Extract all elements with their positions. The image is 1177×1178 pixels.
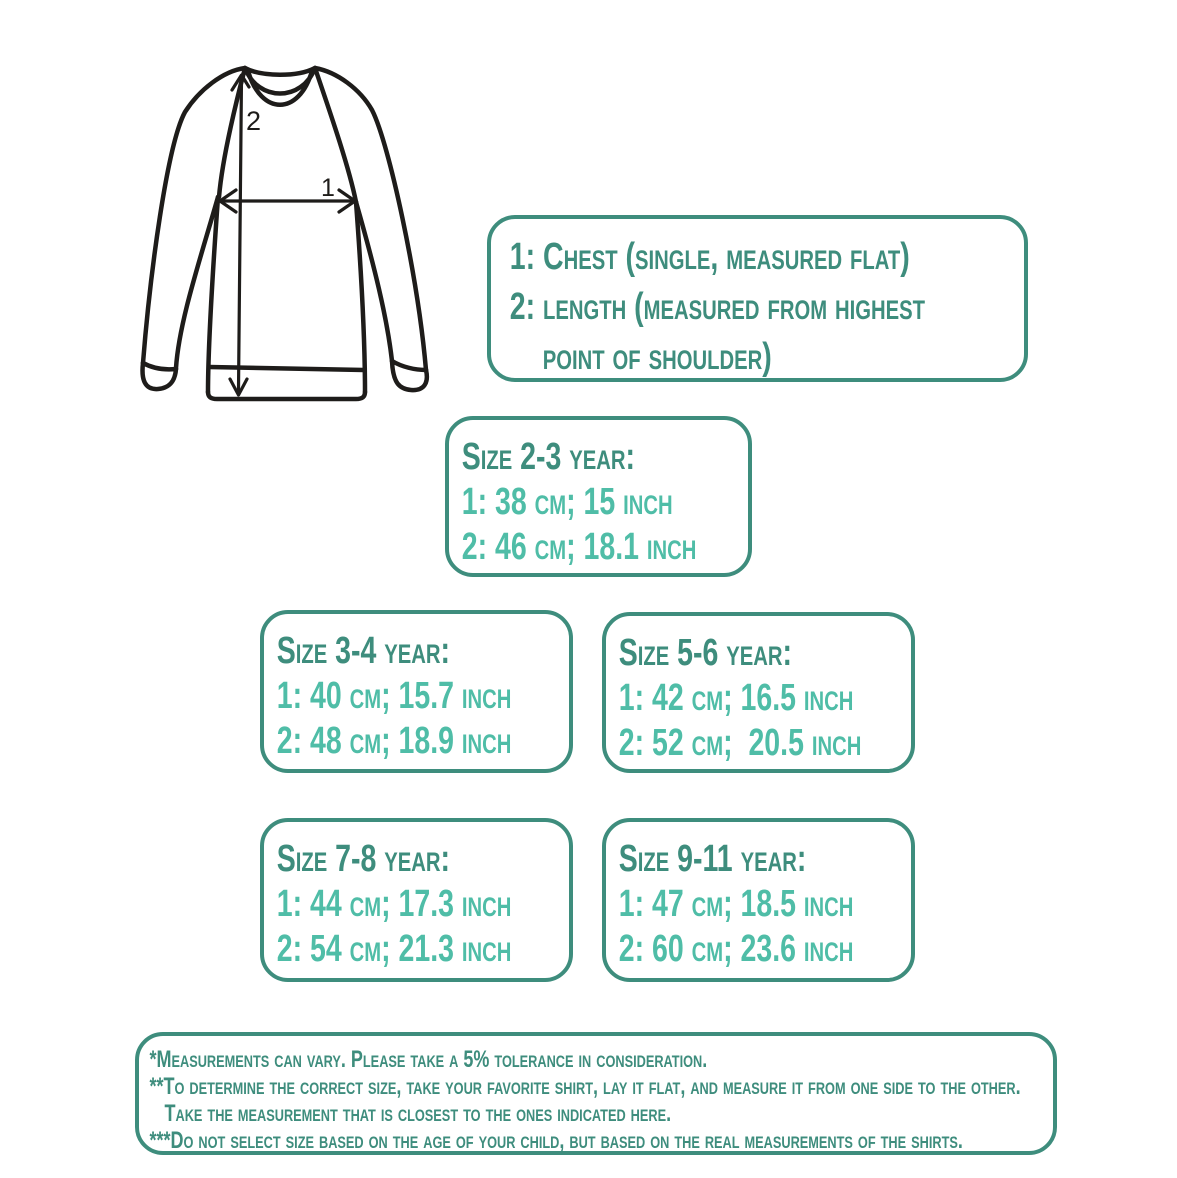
note-how-to-measure-continued: Take the measurement that is closest to the ones indicated here. [164, 1100, 672, 1127]
notes-box [135, 1032, 1057, 1155]
note-age-warning: ***Do not select size based on the age of your child, but based on the real measurements of the shirts. [149, 1127, 963, 1154]
size-length-value: 2: 52 cm; 20.5 inch [618, 722, 862, 764]
legend-length-line-continued: point of shoulder) [542, 336, 772, 378]
size-box-7-8-year [260, 818, 573, 982]
size-length-value: 2: 46 cm; 18.1 inch [461, 526, 697, 568]
size-chest-value: 1: 47 cm; 18.5 inch [618, 883, 854, 925]
sweater-outline [143, 68, 427, 399]
size-box-3-4-year [260, 610, 573, 773]
hem-band-line [209, 367, 364, 370]
cuff-right-wrist-line [392, 361, 426, 370]
size-title: Size 9-11 year: [618, 838, 807, 880]
note-tolerance: *Measurements can vary. Please take a 5% tolerance in consideration. [149, 1046, 708, 1073]
size-length-value: 2: 60 cm; 23.6 inch [618, 928, 854, 970]
measurement-legend-box [487, 215, 1028, 382]
collar-top [245, 68, 315, 75]
sleeve-left-outer [143, 68, 245, 363]
hem-bottom [208, 392, 365, 399]
size-title: Size 5-6 year: [618, 632, 793, 674]
size-chest-value: 1: 44 cm; 17.3 inch [276, 883, 512, 925]
size-box-2-3-year [445, 416, 752, 577]
length-arrow-label: 2 [246, 106, 262, 136]
size-box-9-11-year [602, 818, 915, 982]
legend-length-line: 2: length (measured from highest [509, 286, 926, 328]
size-title: Size 3-4 year: [276, 630, 451, 672]
size-title: Size 2-3 year: [461, 436, 636, 478]
size-length-value: 2: 54 cm; 21.3 inch [276, 928, 512, 970]
size-chest-value: 1: 42 cm; 16.5 inch [618, 677, 854, 719]
size-length-value: 2: 48 cm; 18.9 inch [276, 720, 512, 762]
size-title: Size 7-8 year: [276, 838, 451, 880]
size-chest-value: 1: 38 cm; 15 inch [461, 481, 673, 523]
cuff-left-wrist-line [143, 363, 176, 369]
note-how-to-measure: **To determine the correct size, take your favorite shirt, lay it flat, and measure it from one side to the other. [149, 1073, 1021, 1100]
chest-arrow-label: 1 [321, 174, 335, 202]
size-chest-value: 1: 40 cm; 15.7 inch [276, 675, 512, 717]
size-box-5-6-year [602, 612, 915, 773]
length-arrow-line [239, 78, 242, 390]
legend-chest-line: 1: Chest (single, measured flat) [509, 236, 910, 278]
sweater-diagram [120, 50, 460, 430]
